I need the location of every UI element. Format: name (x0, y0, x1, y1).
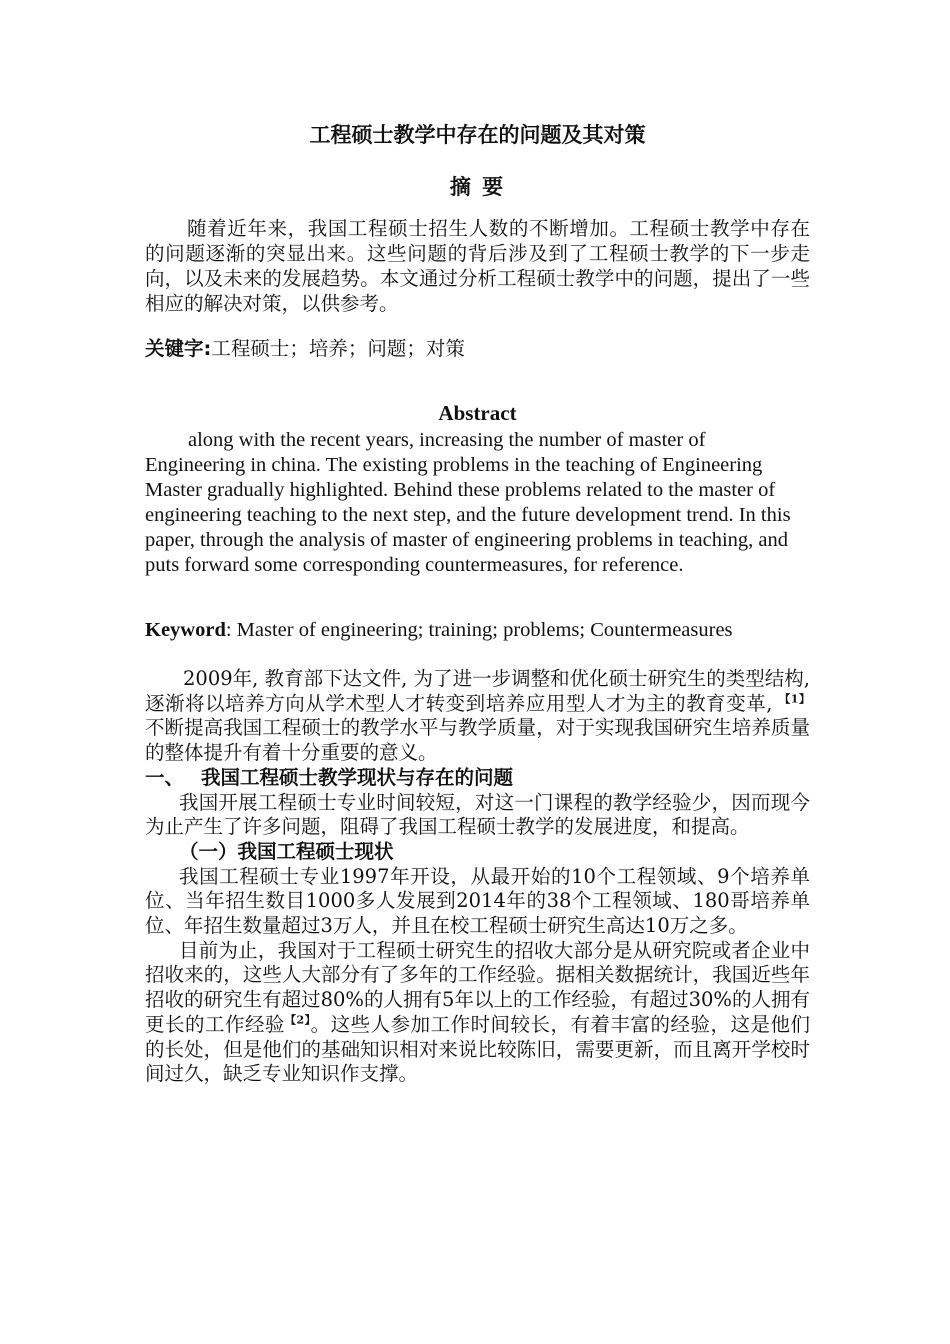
abstract-cn-heading: 摘 要 (449, 175, 506, 199)
subsection-1-heading: （一）我国工程硕士现状 (179, 839, 394, 863)
abstract-en-body: along with the recent years, increasing the number of master of Engineering in china. The existing problems in the teaching of Engineering Master gradually highlighted. Behind these problems related to the master of engineering teaching to the next step, and the future development trend. In this paper, through the analysis of master of engineering problems in teaching, and puts forward some corresponding countermeasures, for reference. (145, 429, 791, 576)
section-1-number: 一、 (145, 765, 185, 789)
paper-title: 工程硕士教学中存在的问题及其对策 (309, 123, 646, 147)
abstract-en-heading: Abstract (438, 401, 517, 425)
subsection-para2-after: 。这些人参加工作时间较长，有着丰富的经验，这是他们的长处，但是他们的基础知识相对来说比较陈旧，需要更新，而且离开学校时间过久，缺乏专业知识作支撑。 (145, 1012, 810, 1086)
keywords-en (145, 618, 810, 643)
keywords-en-label: Keyword (145, 619, 226, 641)
intro-text-after: 不断提高我国工程硕士的教学水平与教学质量，对于实现我国研究生培养质量的整体提升有着十分重要的意义。 (145, 716, 810, 765)
abstract-cn-body: 随着近年来，我国工程硕士招生人数的不断增加。工程硕士教学中存在的问题逐渐的突显出来。这些问题的背后涉及到了工程硕士教学的下一步走向，以及未来的发展趋势。本文通过分析工程硕士教学中的问题，提出了一些相应的解决对策，以供参考。 (145, 217, 810, 315)
section-1-paragraph: 我国开展工程硕士专业时间较短，对这一门课程的教学经验少，因而现今为止产生了许多问题，阻碍了我国工程硕士教学的发展进度，和提高。 (145, 790, 810, 839)
subsection-1-paragraph-1: 我国工程硕士专业1997年开设，从最开始的10个工程领域、9个培养单位、当年招生数目1000多人发展到2014年的38个工程领域、180哥培养单位、年招生数量超过3万人，并且在校工程硕士研究生高达10万之多。 (145, 864, 810, 938)
intro-paragraph (145, 667, 810, 766)
subsection-para2-before: 目前为止，我国对于工程硕士研究生的招收大部分是从研究院或者企业中招收来的，这些人大部分有了多年的工作经验。据相关数据统计，我国近些年招收的研究生有超过80%的人拥有5年以上的工作经验，有超过30%的人拥有更长的工作经验 (145, 938, 810, 1036)
citation-2: 【2】 (284, 1013, 311, 1027)
keywords-cn-value: 工程硕士；培养；问题；对策 (211, 337, 465, 360)
keywords-cn (145, 336, 810, 361)
document-content (145, 118, 810, 1087)
section-1-title: 我国工程硕士教学现状与存在的问题 (201, 765, 514, 789)
keywords-cn-label: 关键字: (145, 337, 212, 360)
intro-text-before: 2009年, 教育部下达文件, 为了进一步调整和优化硕士研究生的类型结构, 逐渐将以培养方向从学术型人才转变到培养应用型人才为主的教育变革, (145, 667, 810, 715)
keywords-en-value: : Master of engineering; training; problems; Countermeasures (225, 619, 733, 641)
section-1-heading (145, 766, 810, 791)
subsection-1-paragraph-2 (145, 939, 810, 1087)
citation-1: 【1】 (779, 692, 810, 706)
